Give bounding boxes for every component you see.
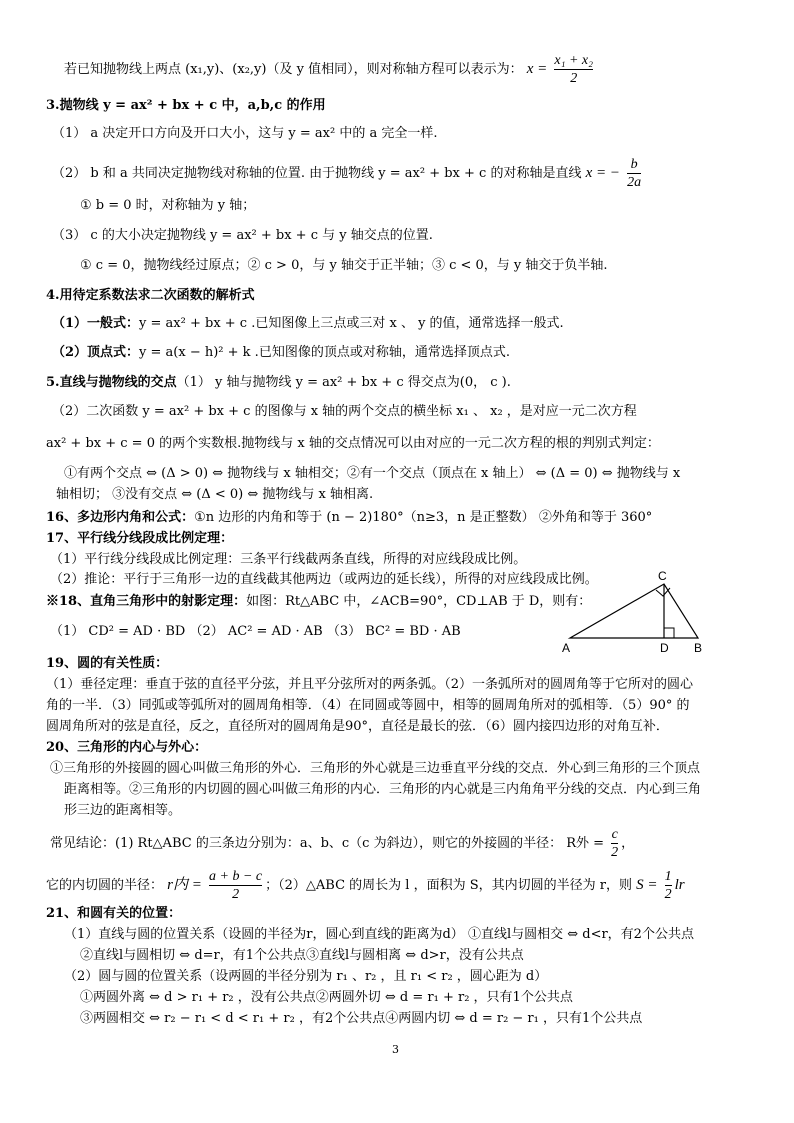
s5-item-5: 轴相切； ③没有交点 ⇔ (Δ < 0) ⇔ 抛物线与 x 轴相离. — [56, 487, 374, 502]
section-5: 5.直线与抛物线的交点（1） y 轴与抛物线 y = ax² + bx + c 得交点为(0， c ). — [46, 375, 511, 390]
section-17-title: 17、平行线分线段成比例定理： — [46, 531, 234, 546]
right-triangle-figure — [560, 568, 720, 656]
inradius-fraction: $\frac{a + b - c}{2}$ — [209, 869, 263, 902]
circumradius-fraction: $\frac{c}{2}$ — [611, 827, 619, 860]
s17-item-2: （2）推论：平行于三角形一边的直线截其他两边（或两边的延长线），所得的对应线段成比例。 — [50, 572, 598, 587]
section-21-title: 21、和圆有关的位置： — [46, 906, 182, 921]
triangle-abc — [570, 584, 698, 638]
s19-line-1: （1）垂径定理：垂直于弦的直径平分弦，并且平分弦所对的两条弧。（2）一条弧所对的圆周角等于它所对的圆心 — [46, 677, 694, 692]
label-a: A — [562, 641, 571, 655]
s20-line-2: 距离相等。②三角形的内切圆的圆心叫做三角形的内心．三角形的内心就是三内角角平分线的交点．内心到三角 — [64, 782, 702, 797]
page-number: 3 — [392, 1043, 399, 1056]
s17-item-1: （1）平行线分线段成比例定理：三条平行线截两条直线，所得的对应线段成比例。 — [50, 552, 527, 567]
s4-vertex-form: （2）顶点式：y = a(x − h)² + k .已知图像的顶点或对称轴，通常选择顶点式. — [52, 345, 510, 360]
s19-line-2: 角的一半．（3）同弧或等弧所对的圆周角相等．（4）在同圆或等圆中，相等的圆周角所对的弧相等．（5）90° 的 — [46, 698, 690, 713]
right-angle-d-mark — [664, 628, 674, 638]
s3-item-3a: ① c = 0，抛物线经过原点；② c > 0，与 y 轴交于正半轴；③ c < 0，与 y 轴交于负半轴. — [80, 258, 608, 273]
s18-formulas: （1） CD² = AD · BD （2） AC² = AD · AB （3） BC² = BD · AB — [50, 624, 461, 639]
axis-fraction: $\frac{b}{2a}$ — [627, 157, 642, 190]
s21-line-5: ③两圆相交 ⇔ r₂ − r₁ < d < r₁ + r₂ ，有2个公共点④两圆内切 ⇔ d = r₂ − r₁ ，只有1个公共点 — [80, 1011, 643, 1026]
s5-item-2: （2）二次函数 y = ax² + bx + c 的图像与 x 轴的两个交点的横坐标 x₁ 、 x₂ ，是对应一元二次方程 — [52, 404, 637, 419]
symmetry-fraction: $\frac{\text{x₁ + x₂}}{2}$ — [554, 53, 593, 86]
section-16: 16、多边形内角和公式：①n 边形的内角和等于 (n − 2)180°（n≥3，n 是正整数） ②外角和等于 360° — [46, 510, 653, 525]
s5-item-3: ax² + bx + c = 0 的两个实数根.抛物线与 x 轴的交点情况可以由对应的一元二次方程的根的判别式判定： — [46, 436, 660, 451]
symmetry-axis-line: 若已知抛物线上两点 (x₁,y)、(x₂,y)（及 y 值相同），则对称轴方程可以表示为： x = $\frac{\text{x₁ + x₂}}{2}$ — [64, 53, 593, 86]
section-18: ※18、直角三角形中的射影定理：如图：Rt△ABC 中，∠ACB=90°，CD⊥AB 于 D，则有： — [46, 594, 592, 609]
s4-general-form: （1）一般式：y = ax² + bx + c .已知图像上三点或三对 x 、 y 的值，通常选择一般式. — [52, 316, 564, 331]
s19-line-3: 圆周角所对的弦是直径，反之，直径所对的圆周角是90°，直径是最长的弦．（6）圆内接四边形的对角互补． — [46, 719, 669, 734]
section-3-title: 3.抛物线 y = ax² + bx + c 中，a,b,c 的作用 — [46, 98, 326, 113]
s3-item-2a: ① b = 0 时，对称轴为 y 轴； — [80, 198, 256, 213]
s21-line-2: ②直线l与圆相切 ⇔ d=r，有1个公共点③直线l与圆相离 ⇔ d>r，没有公共点 — [80, 948, 524, 963]
conclusion-circumradius: 常见结论：(1) Rt△ABC 的三条边分别为：a、b、c（c 为斜边），则它的外接圆的半径： R外 = $\frac{c}{2}$ ， — [50, 827, 635, 860]
s21-line-4: ①两圆外离 ⇔ d > r₁ + r₂ ，没有公共点②两圆外切 ⇔ d = r₁ + r₂ ，只有1个公共点 — [80, 990, 573, 1005]
label-d: D — [660, 641, 669, 655]
half-fraction: $\frac{1}{2}$ — [664, 869, 672, 902]
section-20-title: 20、三角形的内心与外心： — [46, 740, 208, 755]
s21-line-1: （1）直线与圆的位置关系（设圆的半径为r，圆心到直线的距离为d） ①直线l与圆相交 ⇔ d<r，有2个公共点 — [64, 927, 694, 942]
s3-item-3: （3） c 的大小决定抛物线 y = ax² + bx + c 与 y 轴交点的位置. — [52, 228, 433, 243]
section-19-title: 19、圆的有关性质： — [46, 656, 169, 671]
conclusion-inradius: 它的内切圆的半径： r内 = $\frac{a + b - c}{2}$ ；（2）△ABC 的周长为 l ，面积为 S，其内切圆的半径为 r，则 S = $\frac{1}{2}$ lr — [46, 869, 685, 902]
s20-line-3: 形三边的距离相等。 — [64, 803, 182, 818]
label-c: C — [658, 569, 667, 583]
s21-line-3: （2）圆与圆的位置关系（设两圆的半径分别为 r₁ 、r₂ ，且 r₁ < r₂ ，圆心距为 d） — [64, 969, 548, 984]
label-b: B — [694, 641, 703, 655]
section-4-title: 4.用待定系数法求二次函数的解析式 — [46, 288, 255, 303]
s3-item-2: （2） b 和 a 共同决定抛物线对称轴的位置. 由于抛物线 y = ax² + bx + c 的对称轴是直线 x = − $\frac{b}{2a}$ — [52, 157, 642, 190]
s3-item-1: （1） a 决定开口方向及开口大小，这与 y = ax² 中的 a 完全一样. — [52, 126, 438, 141]
s5-item-4: ①有两个交点 ⇔ (Δ > 0) ⇔ 抛物线与 x 轴相交；②有一个交点（顶点在 x 轴上） ⇔ (Δ = 0) ⇔ 抛物线与 x — [64, 466, 681, 481]
s20-line-1: ①三角形的外接圆的圆心叫做三角形的外心．三角形的外心就是三边垂直平分线的交点．外心到三角形的三个顶点 — [50, 761, 701, 776]
